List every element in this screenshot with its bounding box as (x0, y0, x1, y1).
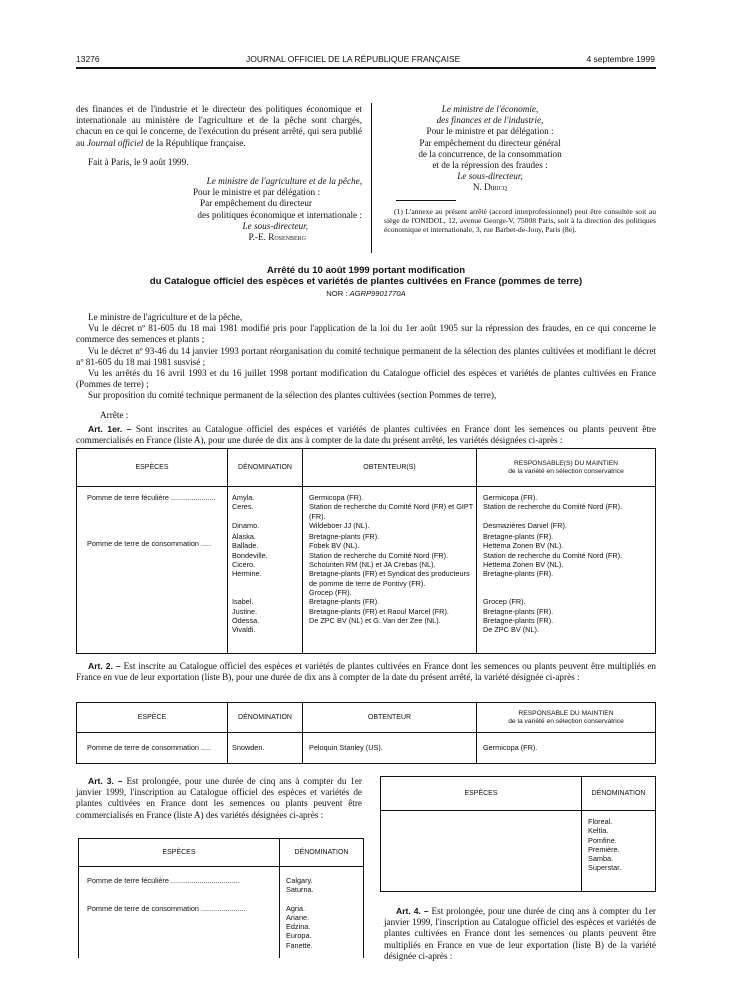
sig-r-title: Le sous-directeur, (457, 171, 523, 182)
sig-title: Le sous-directeur, (242, 220, 308, 231)
denomination-cell: Amyla. (232, 493, 255, 502)
obtenteur-cell: Grocep (FR). (309, 587, 352, 597)
species-feculiere: Pomme de terre féculière ...................... (87, 493, 216, 502)
denomination-cell: Fanette. (286, 940, 313, 950)
denomination-cell: Justine. (232, 606, 258, 616)
sig-name: P.-E. Rosenberg (248, 232, 306, 243)
t4-denomination-column (582, 811, 656, 892)
sig-direction: des politiques économique et internationale : (197, 209, 362, 220)
jo-ref: Journal officiel (86, 137, 144, 148)
responsable-cell: Station de recherche du Comité Nord (FR). (483, 502, 623, 512)
art1-label: Art. 1er. – (88, 423, 132, 434)
t2-responsable: Germicopa (FR). (483, 743, 538, 753)
signature-block-left (76, 176, 362, 243)
responsable-cell: Bretagne-plants (FR). (483, 615, 554, 625)
responsable-cell: Bretagne-plants (FR). (483, 606, 554, 616)
denomination-cell: Floreal. (588, 817, 613, 826)
t2-obtenteur: Peloquin Stanley (US). (303, 733, 477, 764)
journal-title: JOURNAL OFFICIEL DE LA RÉPUBLIQUE FRANÇAISE (246, 54, 461, 64)
obtenteur-cell: Station de recherche du Comité Nord (FR). (309, 550, 449, 560)
col-denomination: DÉNOMINATION (228, 449, 303, 487)
responsable-column (477, 487, 656, 654)
t2-col-denomination: DÉNOMINATION (228, 703, 303, 733)
issue-date: 4 septembre 1999 (586, 54, 655, 64)
footnote: (1) L'annexe au présent arrêté (accord interprofessionnel) peut être consultée soit au siège de l'ONIDOL, 12, avenue George-V, 75008 Paris, soit à la direction des politiques économique et internationale, 3, rue Barbet-de-Jouy, Paris (8e). (384, 206, 656, 235)
denomination-cell: Alaska. (232, 532, 256, 542)
denomination-cell: Première. (588, 844, 620, 854)
t4-col-denomination: DÉNOMINATION (591, 790, 646, 797)
prev-text: des finances et de l'industrie et le directeur des politiques économique et internationale au ministère de l'agriculture et de la pêche sont chargés, chacun en ce qui le concerne, de l'exécution du présent arrêté, qui sera publié au (76, 104, 362, 148)
responsable-cell: Hettema Zonen BV (NL). (483, 541, 564, 551)
denomination-cell: Ceres. (232, 502, 254, 512)
obtenteur-cell: Bretagne-plants (FR) et Raoul Marcel (FR). (309, 606, 449, 616)
col-responsables-sub: de la variété en sélection conservatrice (508, 467, 624, 475)
denomination-cell: Edzina. (286, 922, 311, 932)
prev-arrete-right (384, 104, 656, 235)
denomination-cell: Vivaldi. (232, 625, 256, 635)
visa-3: Vu les arrêtés du 16 avril 1993 et du 16 juillet 1998 portant modification du Catalogue officiel des espèces et variétés de plantes cultivées en France (Pommes de terre) ; (76, 368, 656, 390)
sig-r-empechement: Par empêchement du directeur général (419, 137, 561, 148)
arrete-title-line2: du Catalogue officiel des espèces et variétés de plantes cultivées en France (pommes de terre) (149, 276, 583, 287)
responsable-cell: Grocep (FR). (483, 597, 526, 607)
obtenteur-cell: Station de recherche du Comité Nord (FR) et GIPT (FR). (309, 502, 474, 521)
visa-1: Vu le décret nº 81-605 du 18 mai 1981 modifié pris pour l'application de la loi du 1er août 1905 sur la répression des fraudes, en ce qui concerne le commerce des semences et plants ; (76, 323, 656, 345)
col-responsables-title: RESPONSABLE(S) DU MAINTIEN (513, 459, 619, 467)
t2-col-responsable (477, 703, 656, 733)
article-3 (76, 776, 362, 821)
table-row (77, 733, 656, 764)
article-2 (76, 661, 656, 683)
obtenteur-cell: Bretagne-plants (FR) et Syndicat des producteurs de pomme de terre de Pontivy (FR). (309, 569, 470, 588)
col-obtenteurs: OBTENTEUR(S) (303, 449, 477, 487)
nor-label: NOR : (326, 289, 348, 298)
t3-species-consommation: Pomme de terre de consommation ...................... (87, 904, 246, 913)
nor-line (76, 289, 656, 298)
denomination-cell: Calgary. (286, 876, 313, 885)
denomination-cell: Ballade. (232, 541, 259, 551)
species-column (77, 487, 228, 654)
responsable-cell: Desmazières Daniel (FR). (483, 520, 567, 530)
t3-denomination-column (280, 867, 364, 959)
arrete-heading: Arrête : (100, 409, 129, 420)
table-variety-list-b (76, 702, 656, 764)
denomination-column (228, 487, 303, 654)
t2-col-responsable-sub: de la variété en sélection conservatrice (508, 717, 624, 725)
obtenteur-cell: De ZPC BV (NL) et G. Van der Zee (NL). (309, 615, 441, 625)
art3-label: Art. 3. – (88, 776, 123, 786)
minister-line: Le ministre de l'agriculture et de la pêche, (88, 312, 243, 322)
t2-species: Pomme de terre de consommation ..... (77, 733, 228, 764)
t4-col-especes: ESPÈCES (381, 777, 582, 811)
visas (76, 312, 656, 446)
prev-text-end: de la République française. (145, 137, 246, 148)
obtenteur-cell: Bretagne-plants (FR). (309, 597, 380, 607)
sig-delegation: Pour le ministre et par délégation : (192, 187, 320, 198)
obtenteur-column (303, 487, 477, 654)
sig-r-name: N. Diricq (472, 182, 508, 193)
t2-col-responsable-title: RESPONSABLE DU MAINTIEN (518, 709, 614, 717)
obtenteur-cell: Germicopa (FR). (309, 493, 364, 502)
art2-text: Est inscrite au Catalogue officiel des espèces et variétés de plantes cultivées en France dont les semences ou plants peuvent être multipliés en France en vue de leur exportation (liste B), pour une durée de dix ans à compter de la date du présent arrêté, la variété désignée ci-après : (76, 661, 657, 683)
art2-label: Art. 2. – (88, 661, 121, 671)
responsable-cell: De ZPC BV (NL). (483, 625, 539, 635)
denomination-cell: Dinamo. (232, 520, 260, 530)
art4-text: Est prolongée, pour une durée de cinq ans à compter du 1er janvier 1999, l'inscription au Catalogue officiel des espèces et variétés de plantes cultivées en France dont les semences ou plants peuvent être multipliés en France en vue de leur exportation (liste B) de la variété désignée ci-après : (384, 906, 656, 961)
responsable-cell: Bretagne-plants (FR). (483, 569, 554, 579)
species-consommation: Pomme de terre de consommation ..... (87, 539, 212, 548)
denomination-cell: Pomfine. (588, 835, 617, 845)
denomination-cell: Bondeville. (232, 550, 268, 560)
responsable-cell: Bretagne-plants (FR). (483, 532, 554, 542)
art1-text: Sont inscrites au Catalogue officiel des espèces et variétés de plantes cultivées en France dont les semences ou plants peuvent être commercialisés en France (liste A), pour une durée de dix ans à compter de la date du présent arrêté, les variétés désignées ci-après : (76, 423, 657, 446)
column-divider (371, 103, 372, 253)
visa-2: Vu le décret nº 93-46 du 14 janvier 1993 portant réorganisation du comité technique permanent de la sélection des plantes cultivées et modifiant le décret nº 81-605 du 18 mai 1981 susvisé ; (76, 345, 656, 367)
t3-species-feculiere: Pomme de terre féculière .................................. (87, 876, 240, 885)
t2-col-espece: ESPÈCE (77, 703, 228, 733)
fait-a-paris: Fait à Paris, le 9 août 1999. (88, 156, 189, 167)
obtenteur-cell: Bretagne-plants (FR). (309, 532, 380, 542)
sig-minister: Le ministre de l'agriculture et de la pêche, (206, 176, 362, 187)
col-responsables (477, 449, 656, 487)
denomination-cell: Isabel. (232, 597, 254, 607)
t4-species-empty (381, 811, 582, 892)
sig-r-ministry: des finances et de l'industrie, (436, 115, 544, 126)
arrete-title (76, 265, 656, 287)
arrete-title-line1: Arrêté du 10 août 1999 portant modification (266, 265, 466, 276)
t3-col-especes: ESPÈCES (79, 839, 280, 867)
article-4 (384, 906, 656, 962)
obtenteur-cell: Fobek BV (NL). (309, 541, 360, 551)
responsable-cell: Station de recherche du Comité Nord (FR). (483, 550, 623, 560)
denomination-cell: Superstar. (588, 863, 622, 873)
prev-arrete-left (76, 104, 362, 243)
denomination-cell: Agria. (286, 903, 306, 913)
sig-r-delegation: Pour le ministre et par délégation : (426, 126, 554, 137)
table-varieties-list-a (76, 448, 656, 654)
t2-denomination: Snowden. (228, 733, 303, 764)
table-prolongation-list-a (78, 838, 364, 958)
obtenteur-cell: Schounten RM (NL) et JA Crebas (NL). (309, 560, 436, 570)
denomination-cell: Keltia. (588, 826, 609, 836)
obtenteur-cell: Wildeboer JJ (NL). (309, 520, 370, 530)
sig-r-fraudes: et de la répression des fraudes : (432, 160, 548, 171)
header-rule (76, 67, 656, 69)
responsable-cell: Germicopa (FR). (483, 493, 538, 502)
page-number: 13276 (76, 54, 100, 64)
t2-col-obtenteur: OBTENTEUR (303, 703, 477, 733)
nor-code: AGRP9901770A (349, 289, 406, 298)
t3-col-denomination: DÉNOMINATION (294, 849, 349, 856)
sig-r-minister: Le ministre de l'économie, (441, 104, 539, 114)
sig-empechement: Par empêchement du directeur (200, 198, 312, 209)
sig-r-concurrence: de la concurrence, de la consommation (418, 148, 562, 159)
proposition: Sur proposition du comité technique permanent de la sélection des plantes cultivées (section Pommes de terre), (88, 390, 497, 401)
art3-text: Est prolongée, pour une durée de cinq ans à compter du 1er janvier 1999, l'inscription au Catalogue officiel des espèces et variétés de plantes cultivées en France dont les semences ou plants peuvent être commercialisés en France (liste A) des variétés désignées ci-après : (76, 776, 362, 820)
responsable-cell: Hettema Zonen BV (NL). (483, 560, 564, 570)
col-especes: ESPÈCES (77, 449, 228, 487)
footnote-rule (396, 200, 456, 201)
denomination-cell: Hermine. (232, 569, 262, 579)
denomination-cell: Samba. (588, 854, 614, 864)
denomination-cell: Saturna. (286, 885, 314, 895)
table-prolongation-continued (380, 776, 656, 892)
denomination-cell: Ariane. (286, 912, 310, 922)
t3-species-column (79, 867, 280, 959)
denomination-cell: Cicero. (232, 560, 256, 570)
art4-label: Art. 4. – (396, 906, 429, 916)
denomination-cell: Odessa. (232, 615, 260, 625)
denomination-cell: Europa. (286, 931, 312, 941)
